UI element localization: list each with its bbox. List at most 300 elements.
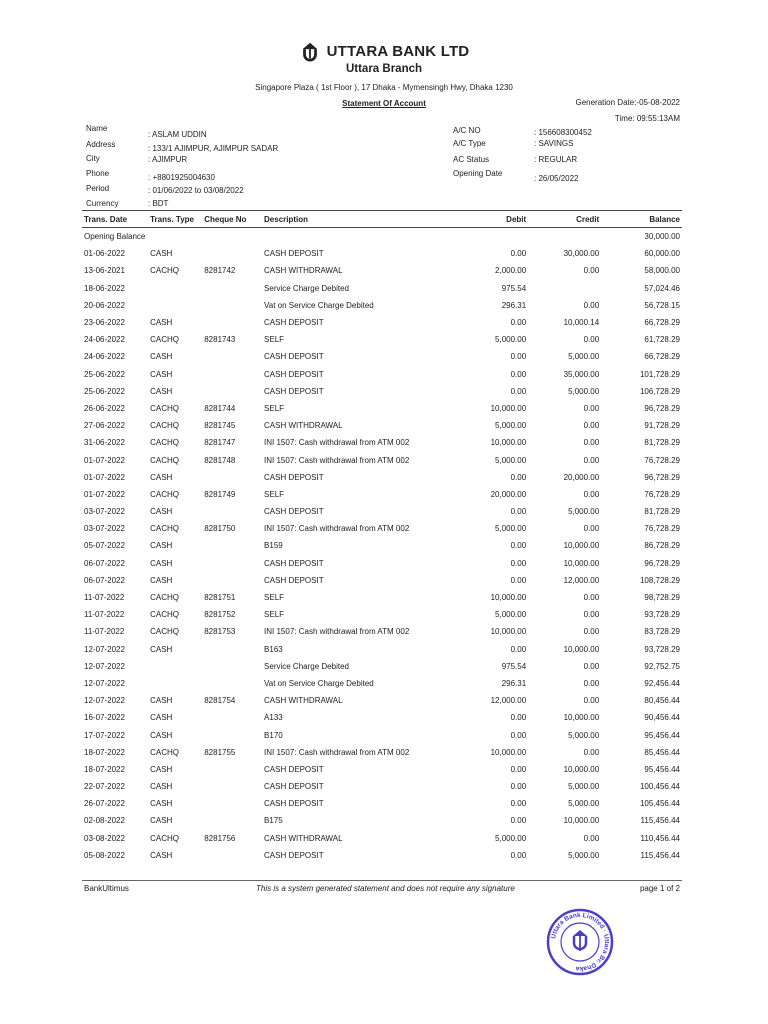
balance-cell: 76,728.29 [644, 455, 680, 465]
table-row [82, 469, 682, 486]
debit-cell: 0.00 [510, 730, 527, 740]
credit-cell: 10,000.00 [563, 558, 600, 568]
balance-cell: 108,728.29 [639, 575, 680, 585]
trans-type-cell: CASH [150, 541, 173, 551]
debit-cell: 0.00 [510, 644, 527, 654]
page-number: page 1 of 2 [639, 884, 680, 893]
balance-cell: 81,728.29 [644, 438, 680, 448]
trans-type-cell: CASH [150, 575, 173, 585]
description-cell: CASH DEPOSIT [264, 782, 324, 792]
trans-date-cell: 13-06-2021 [84, 266, 125, 276]
cheque-no-cell: 8281745 [204, 421, 236, 431]
bank-brand [0, 40, 768, 62]
trans-date-cell: 11-07-2022 [84, 593, 125, 603]
balance-cell: 61,728.29 [644, 335, 680, 345]
opening-balance-value: 30,000.00 [644, 232, 680, 242]
generation-date: Generation Date:-05-08-2022 [575, 98, 680, 107]
debit-cell: 0.00 [510, 472, 527, 482]
branch-address: Singapore Plaza ( 1st Floor ), 17 Dhaka - Mymensingh Hwy, Dhaka 1230 [255, 83, 513, 92]
trans-type-cell: CASH [150, 472, 173, 482]
trans-type-cell [148, 658, 202, 675]
balance-cell: 105,456.44 [639, 799, 680, 809]
table-row [82, 486, 682, 503]
balance-cell: 96,728.29 [644, 403, 680, 413]
cheque-no-cell [202, 778, 262, 795]
debit-cell: 10,000.00 [490, 403, 527, 413]
cheque-no-cell: 8281743 [204, 335, 236, 345]
balance-cell: 56,728.15 [644, 300, 680, 310]
balance-cell: 76,728.29 [644, 489, 680, 499]
debit-cell: 296.31 [501, 300, 527, 310]
trans-type-cell: CACHQ [150, 627, 179, 637]
table-row [82, 795, 682, 812]
col-balance: Balance [601, 211, 682, 228]
cheque-no-cell [202, 469, 262, 486]
account-type-label: A/C Type [453, 139, 486, 148]
table-row [82, 400, 682, 417]
balance-cell: 95,456.44 [644, 764, 680, 774]
footer-software-name: BankUltimus [84, 884, 129, 893]
description-cell: SELF [264, 610, 285, 620]
credit-cell: 0.00 [583, 300, 600, 310]
opening-date-value: : 26/05/2022 [534, 174, 579, 183]
opening-date-label: Opening Date [453, 169, 503, 178]
opening-balance-label: Opening Balance [84, 232, 146, 242]
trans-type-cell: CACHQ [150, 335, 179, 345]
description-cell: SELF [264, 593, 285, 603]
statement-title: Statement Of Account [342, 99, 426, 108]
col-cheque-no: Cheque No [202, 211, 262, 228]
trans-type-cell: CACHQ [150, 403, 179, 413]
balance-cell: 93,728.29 [644, 610, 680, 620]
table-row [82, 417, 682, 434]
opening-balance-row [82, 228, 682, 246]
trans-type-cell: CASH [150, 644, 173, 654]
account-number-value: : 156608300452 [534, 128, 592, 137]
balance-cell: 115,456.44 [640, 850, 680, 860]
trans-date-cell: 26-07-2022 [84, 799, 125, 809]
col-debit: Debit [448, 211, 528, 228]
table-row [82, 503, 682, 520]
table-row [82, 675, 682, 692]
generation-time: Time: 09:55:13AM [614, 114, 680, 123]
cheque-no-cell [202, 537, 262, 554]
trans-type-cell: CASH [150, 782, 173, 792]
bank-name: UTTARA BANK LTD [326, 42, 470, 60]
description-cell: CASH DEPOSIT [264, 369, 324, 379]
balance-cell: 57,024.46 [644, 283, 680, 293]
trans-date-cell: 25-06-2022 [84, 386, 125, 396]
trans-date-cell: 03-08-2022 [84, 833, 125, 843]
balance-cell: 110,456.44 [640, 833, 680, 843]
branch-name: Uttara Branch [345, 63, 423, 75]
cheque-no-cell [202, 641, 262, 658]
description-cell: CASH WITHDRAWAL [264, 421, 343, 431]
cheque-no-cell: 8281748 [204, 455, 236, 465]
trans-date-cell: 06-07-2022 [84, 558, 125, 568]
balance-cell: 91,728.29 [644, 421, 680, 431]
trans-date-cell: 24-06-2022 [84, 352, 125, 362]
debit-cell: 0.00 [510, 575, 527, 585]
cheque-no-cell [202, 245, 262, 262]
credit-cell: 0.00 [583, 335, 600, 345]
cheque-no-cell: 8281751 [204, 593, 236, 603]
credit-cell: 0.00 [583, 610, 600, 620]
credit-cell: 0.00 [583, 661, 600, 671]
trans-date-cell: 03-07-2022 [84, 507, 125, 517]
debit-cell: 2,000.00 [495, 266, 527, 276]
credit-cell: 5,000.00 [568, 386, 600, 396]
credit-cell: 0.00 [583, 266, 600, 276]
cheque-no-cell [202, 795, 262, 812]
trans-type-cell: CASH [150, 816, 173, 826]
currency-label: Currency [86, 199, 119, 208]
credit-cell: 10,000.00 [563, 764, 600, 774]
description-cell: INI 1507: Cash withdrawal from ATM 002 [264, 438, 410, 448]
description-cell: B175 [264, 816, 283, 826]
credit-cell: 5,000.00 [568, 850, 600, 860]
table-row [82, 262, 682, 279]
debit-cell: 0.00 [510, 318, 527, 328]
debit-cell: 5,000.00 [495, 610, 527, 620]
trans-date-cell: 26-06-2022 [84, 403, 125, 413]
cheque-no-cell [202, 709, 262, 726]
transactions-body [82, 228, 682, 864]
footer-divider [82, 880, 682, 881]
debit-cell: 5,000.00 [495, 455, 527, 465]
credit-cell: 5,000.00 [568, 352, 600, 362]
debit-cell: 5,000.00 [495, 335, 527, 345]
debit-cell: 0.00 [510, 507, 527, 517]
debit-cell: 0.00 [510, 249, 527, 259]
trans-date-cell: 20-06-2022 [84, 300, 125, 310]
trans-date-cell: 06-07-2022 [84, 575, 125, 585]
debit-cell: 0.00 [510, 782, 527, 792]
cheque-no-cell [202, 297, 262, 314]
balance-cell: 98,728.29 [644, 593, 680, 603]
trans-date-cell: 11-07-2022 [84, 610, 125, 620]
balance-cell: 95,456.44 [644, 730, 680, 740]
name-value: : ASLAM UDDIN [148, 130, 207, 139]
city-value: : AJIMPUR [148, 155, 188, 164]
table-row [82, 451, 682, 468]
table-row [82, 314, 682, 331]
trans-date-cell: 18-06-2022 [84, 283, 125, 293]
credit-cell: 5,000.00 [568, 782, 600, 792]
credit-cell: 0.00 [583, 696, 600, 706]
address-value: : 133/1 AJIMPUR, AJIMPUR SADAR [148, 144, 279, 153]
trans-type-cell: CASH [150, 730, 173, 740]
cheque-no-cell [202, 658, 262, 675]
description-cell: CASH WITHDRAWAL [264, 833, 343, 843]
credit-cell: 0.00 [583, 747, 600, 757]
trans-date-cell: 05-07-2022 [84, 541, 125, 551]
credit-cell: 10,000.00 [563, 541, 600, 551]
account-type-value: : SAVINGS [534, 139, 574, 148]
phone-label: Phone [86, 169, 110, 178]
debit-cell: 5,000.00 [495, 524, 527, 534]
table-row [82, 692, 682, 709]
description-cell: CASH DEPOSIT [264, 558, 324, 568]
balance-cell: 58,000.00 [644, 266, 680, 276]
table-row [82, 280, 682, 297]
trans-type-cell: CASH [150, 850, 173, 860]
table-row [82, 709, 682, 726]
description-cell: B159 [264, 541, 283, 551]
debit-cell: 0.00 [510, 386, 527, 396]
trans-date-cell: 01-06-2022 [84, 249, 125, 259]
trans-type-cell: CASH [150, 386, 173, 396]
description-cell: CASH DEPOSIT [264, 764, 324, 774]
credit-cell: 5,000.00 [568, 799, 600, 809]
description-cell: Service Charge Debited [264, 661, 349, 671]
bank-seal-stamp [545, 907, 615, 977]
credit-cell: 10,000.14 [563, 318, 600, 328]
bank-logo-icon [299, 40, 321, 62]
cheque-no-cell: 8281744 [204, 403, 236, 413]
debit-cell: 10,000.00 [490, 438, 527, 448]
trans-type-cell: CACHQ [150, 438, 179, 448]
phone-value: : +8801925004630 [148, 173, 215, 182]
trans-type-cell: CASH [150, 713, 173, 723]
description-cell: CASH DEPOSIT [264, 249, 324, 259]
description-cell: SELF [264, 335, 285, 345]
credit-cell: 0.00 [583, 524, 600, 534]
table-row [82, 348, 682, 365]
cheque-no-cell [202, 503, 262, 520]
cheque-no-cell [202, 280, 262, 297]
description-cell: SELF [264, 489, 285, 499]
table-row [82, 761, 682, 778]
credit-cell: 0.00 [583, 593, 600, 603]
credit-cell: 0.00 [583, 438, 600, 448]
debit-cell: 20,000.00 [490, 489, 527, 499]
description-cell: INI 1507: Cash withdrawal from ATM 002 [264, 627, 410, 637]
trans-type-cell: CACHQ [150, 455, 179, 465]
cheque-no-cell [202, 555, 262, 572]
account-status-value: : REGULAR [534, 155, 578, 164]
trans-type-cell: CASH [150, 352, 173, 362]
description-cell: SELF [264, 403, 285, 413]
credit-cell: 10,000.00 [563, 816, 600, 826]
credit-cell: 30,000.00 [563, 249, 600, 259]
trans-date-cell: 25-06-2022 [84, 369, 125, 379]
debit-cell: 10,000.00 [490, 747, 527, 757]
name-label: Name [86, 124, 108, 133]
trans-date-cell: 16-07-2022 [84, 713, 125, 723]
description-cell: CASH DEPOSIT [264, 318, 324, 328]
credit-cell: 0.00 [583, 833, 600, 843]
table-header-row [82, 211, 682, 228]
debit-cell: 5,000.00 [495, 421, 527, 431]
period-label: Period [86, 184, 110, 193]
table-row [82, 847, 682, 864]
credit-cell: 0.00 [583, 627, 600, 637]
trans-date-cell: 03-07-2022 [84, 524, 125, 534]
account-number-label: A/C NO [453, 126, 481, 135]
trans-type-cell: CASH [150, 764, 173, 774]
credit-cell: 20,000.00 [563, 472, 600, 482]
debit-cell: 296.31 [501, 678, 527, 688]
cheque-no-cell [202, 847, 262, 864]
trans-type-cell: CASH [150, 799, 173, 809]
trans-date-cell: 23-06-2022 [84, 318, 125, 328]
table-row [82, 555, 682, 572]
cheque-no-cell [202, 314, 262, 331]
description-cell: INI 1507: Cash withdrawal from ATM 002 [264, 524, 410, 534]
trans-type-cell: CACHQ [150, 421, 179, 431]
trans-date-cell: 01-07-2022 [84, 455, 125, 465]
trans-type-cell: CACHQ [150, 266, 179, 276]
trans-type-cell [148, 297, 202, 314]
trans-date-cell: 12-07-2022 [84, 696, 125, 706]
city-label: City [86, 154, 100, 163]
trans-date-cell: 31-06-2022 [84, 438, 125, 448]
currency-value: : BDT [148, 199, 169, 208]
account-info [453, 124, 653, 184]
description-cell: CASH DEPOSIT [264, 472, 324, 482]
credit-cell [528, 280, 601, 297]
trans-date-cell: 22-07-2022 [84, 782, 125, 792]
col-trans-type: Trans. Type [148, 211, 202, 228]
debit-cell: 0.00 [510, 541, 527, 551]
description-cell: Service Charge Debited [264, 283, 349, 293]
balance-cell: 66,728.29 [644, 318, 680, 328]
credit-cell: 12,000.00 [563, 575, 600, 585]
account-status-label: AC Status [453, 155, 490, 164]
description-cell: Vat on Service Charge Debited [264, 678, 374, 688]
trans-type-cell: CASH [150, 318, 173, 328]
credit-cell: 0.00 [583, 455, 600, 465]
debit-cell: 10,000.00 [490, 593, 527, 603]
col-trans-date: Trans. Date [82, 211, 148, 228]
table-row [82, 245, 682, 262]
credit-cell: 10,000.00 [563, 713, 600, 723]
debit-cell: 0.00 [510, 816, 527, 826]
balance-cell: 96,728.29 [644, 558, 680, 568]
cheque-no-cell: 8281752 [204, 610, 236, 620]
cheque-no-cell: 8281753 [204, 627, 236, 637]
cheque-no-cell: 8281755 [204, 747, 236, 757]
balance-cell: 76,728.29 [644, 524, 680, 534]
table-row [82, 537, 682, 554]
trans-type-cell: CACHQ [150, 489, 179, 499]
credit-cell: 10,000.00 [563, 644, 600, 654]
credit-cell: 0.00 [583, 403, 600, 413]
balance-cell: 80,456.44 [644, 696, 680, 706]
debit-cell: 0.00 [510, 352, 527, 362]
table-row [82, 744, 682, 761]
table-row [82, 520, 682, 537]
trans-type-cell [148, 280, 202, 297]
cheque-no-cell [202, 726, 262, 743]
description-cell: B163 [264, 644, 283, 654]
trans-type-cell: CACHQ [150, 524, 179, 534]
cheque-no-cell: 8281747 [204, 438, 236, 448]
description-cell: CASH DEPOSIT [264, 799, 324, 809]
trans-date-cell: 12-07-2022 [84, 678, 125, 688]
balance-cell: 115,456.44 [640, 816, 680, 826]
description-cell: INI 1507: Cash withdrawal from ATM 002 [264, 455, 410, 465]
trans-type-cell: CASH [150, 249, 173, 259]
table-row [82, 778, 682, 795]
cheque-no-cell [202, 761, 262, 778]
trans-date-cell: 11-07-2022 [84, 627, 125, 637]
balance-cell: 86,728.29 [644, 541, 680, 551]
table-row [82, 297, 682, 314]
description-cell: CASH WITHDRAWAL [264, 266, 343, 276]
table-row [82, 641, 682, 658]
description-cell: CASH DEPOSIT [264, 352, 324, 362]
debit-cell: 5,000.00 [495, 833, 527, 843]
description-cell: A133 [264, 713, 283, 723]
description-cell: CASH DEPOSIT [264, 386, 324, 396]
trans-type-cell: CASH [150, 558, 173, 568]
debit-cell: 0.00 [510, 799, 527, 809]
table-row [82, 383, 682, 400]
table-row [82, 331, 682, 348]
cheque-no-cell [202, 675, 262, 692]
trans-type-cell: CASH [150, 696, 173, 706]
transactions-table [82, 210, 682, 864]
balance-cell: 101,728.29 [639, 369, 680, 379]
debit-cell: 0.00 [510, 558, 527, 568]
cheque-no-cell [202, 348, 262, 365]
debit-cell: 0.00 [510, 764, 527, 774]
balance-cell: 100,456.44 [639, 782, 680, 792]
trans-date-cell: 18-07-2022 [84, 764, 125, 774]
cheque-no-cell: 8281756 [204, 833, 236, 843]
table-row [82, 726, 682, 743]
customer-info [86, 124, 386, 210]
balance-cell: 96,728.29 [644, 472, 680, 482]
description-cell: CASH DEPOSIT [264, 575, 324, 585]
debit-cell: 0.00 [510, 850, 527, 860]
cheque-no-cell [202, 812, 262, 829]
cheque-no-cell: 8281750 [204, 524, 236, 534]
debit-cell: 975.54 [501, 283, 527, 293]
debit-cell: 0.00 [510, 369, 527, 379]
table-row [82, 623, 682, 640]
description-cell: CASH DEPOSIT [264, 850, 324, 860]
credit-cell: 5,000.00 [568, 730, 600, 740]
trans-type-cell: CACHQ [150, 593, 179, 603]
credit-cell: 0.00 [583, 489, 600, 499]
balance-cell: 81,728.29 [644, 507, 680, 517]
description-cell: B170 [264, 730, 283, 740]
trans-date-cell: 12-07-2022 [84, 644, 125, 654]
trans-type-cell [148, 675, 202, 692]
balance-cell: 106,728.29 [639, 386, 680, 396]
trans-type-cell: CACHQ [150, 610, 179, 620]
col-credit: Credit [528, 211, 601, 228]
table-row [82, 572, 682, 589]
trans-date-cell: 12-07-2022 [84, 661, 125, 671]
debit-cell: 975.54 [501, 661, 527, 671]
footer-disclaimer: This is a system generated statement and does not require any signature [256, 884, 515, 893]
trans-type-cell: CASH [150, 507, 173, 517]
cheque-no-cell: 8281749 [204, 489, 236, 499]
balance-cell: 60,000.00 [644, 249, 680, 259]
address-label: Address [86, 140, 116, 149]
trans-date-cell: 01-07-2022 [84, 472, 125, 482]
cheque-no-cell [202, 366, 262, 383]
credit-cell: 0.00 [583, 678, 600, 688]
description-cell: Vat on Service Charge Debited [264, 300, 374, 310]
trans-date-cell: 18-07-2022 [84, 747, 125, 757]
table-row [82, 366, 682, 383]
balance-cell: 66,728.29 [644, 352, 680, 362]
